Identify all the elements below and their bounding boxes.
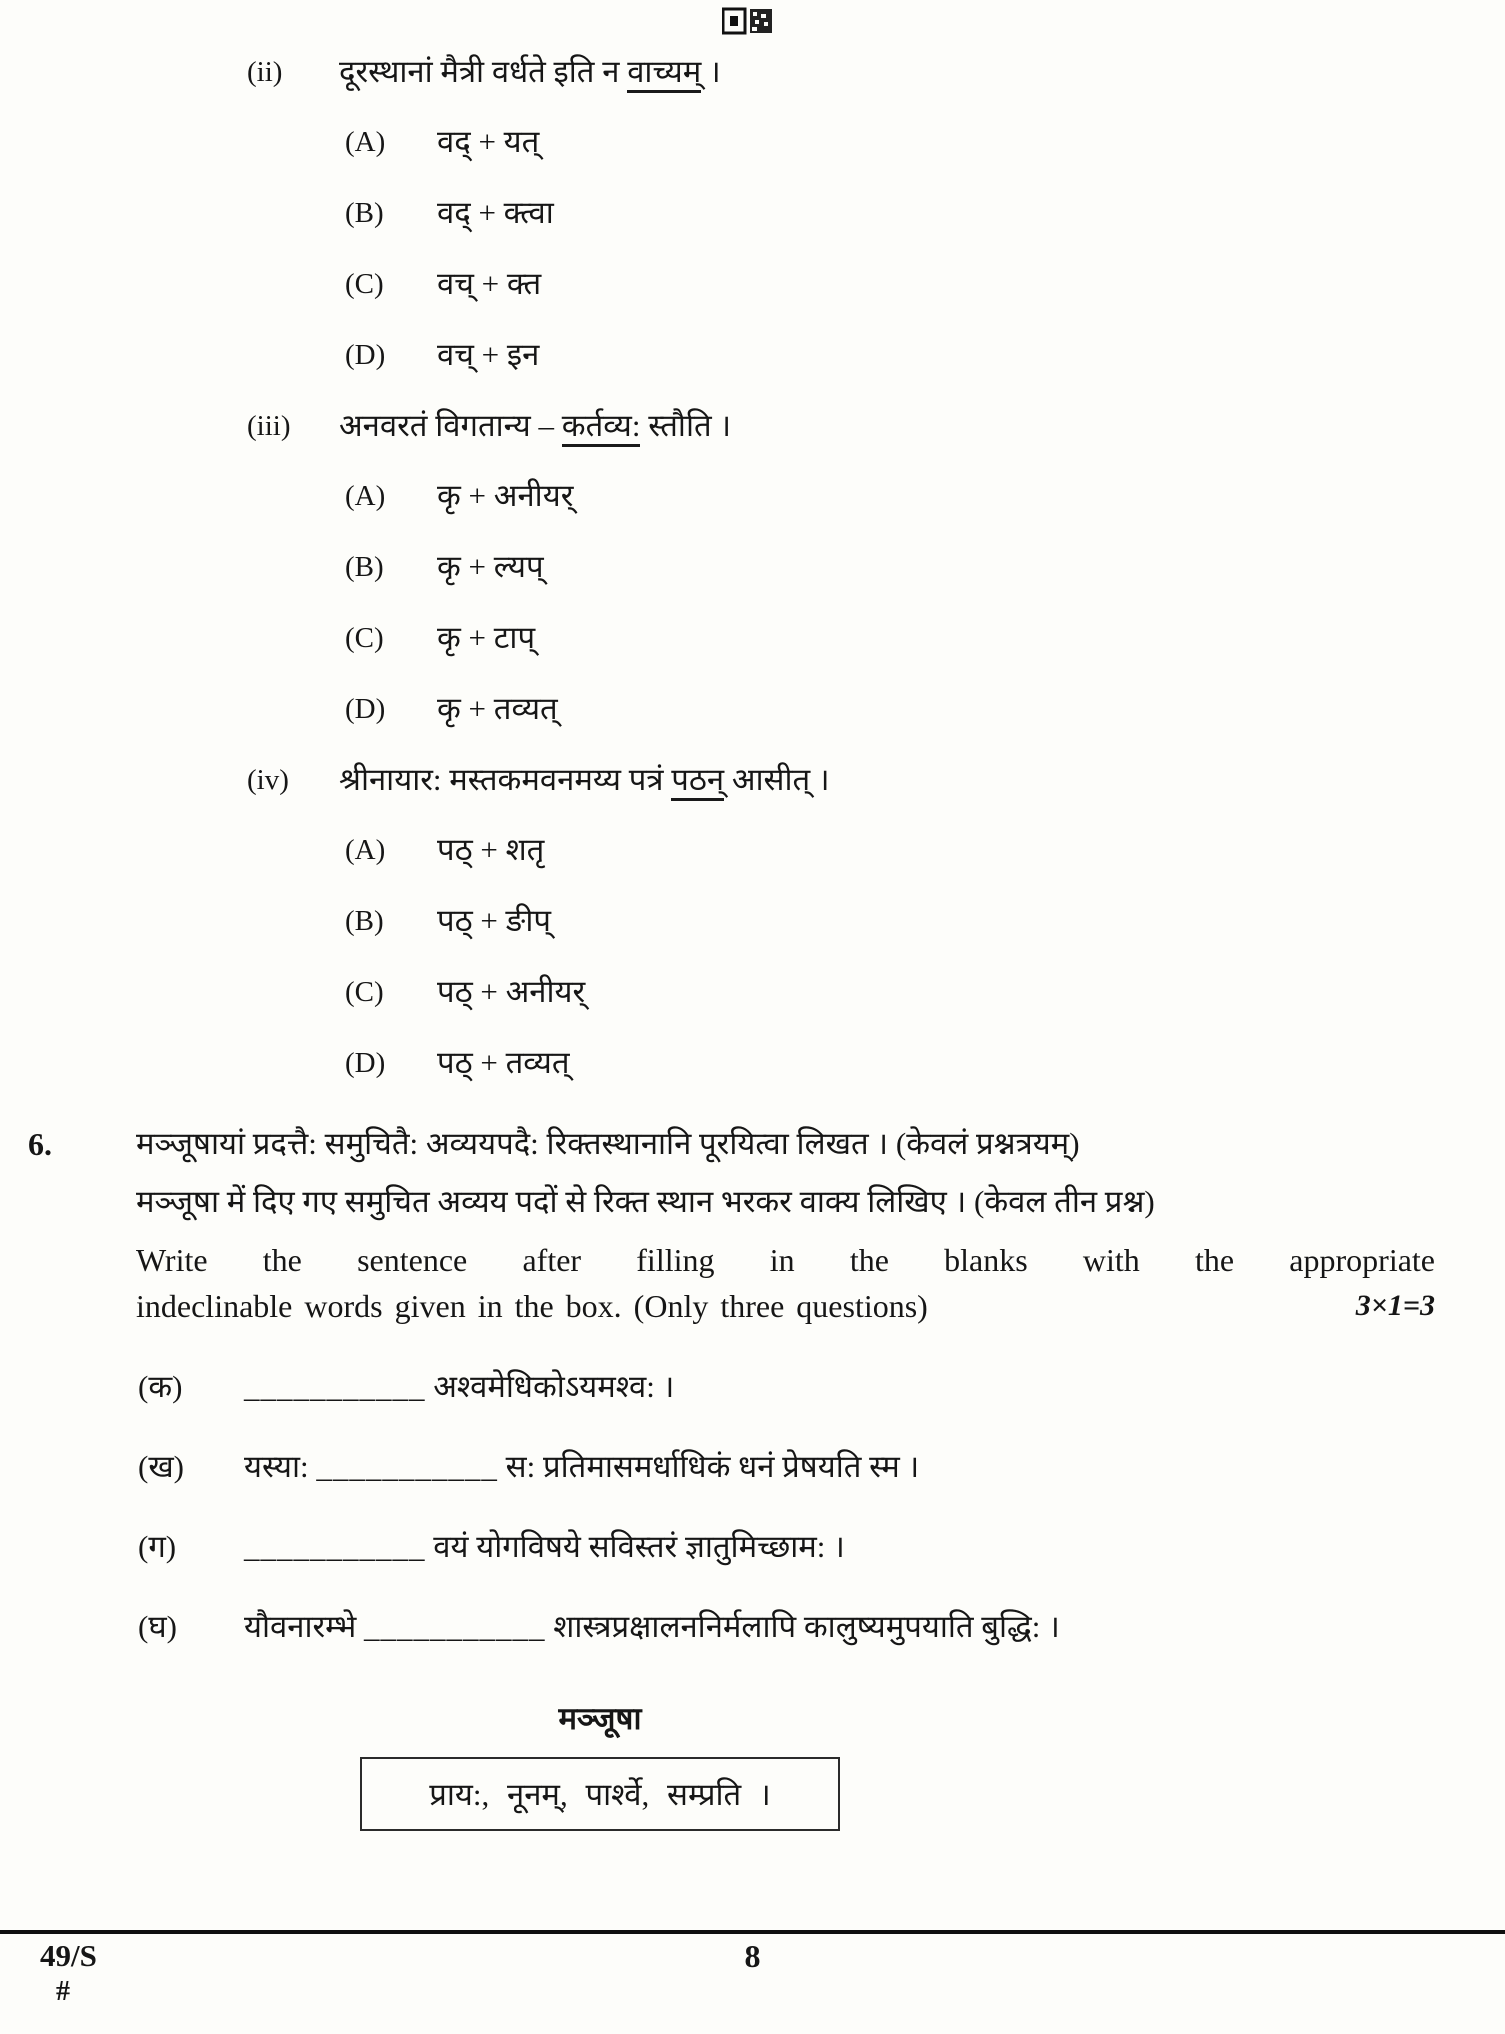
blank-item-label: (ग) [138, 1529, 177, 1564]
question-number: 6. [28, 1126, 52, 1162]
footer-rule [0, 1930, 1505, 1934]
option-text: वद् + यत् [437, 124, 540, 159]
option-text: कृ + तव्यत् [437, 691, 558, 726]
subquestion-number: (iv) [247, 764, 289, 796]
option-text: वद् + क्त्वा [437, 195, 554, 230]
blank-item-label: (ख) [138, 1449, 185, 1484]
option-row [345, 262, 1505, 306]
text-segment: अश्वमेधिकोऽयमश्व: । [425, 1369, 675, 1404]
option-letter: (D) [345, 339, 386, 371]
text-segment: श्रीनायार: मस्तकमवनमय्य पत्रं [339, 762, 672, 797]
blank-item-text [244, 1365, 674, 1409]
question-text-hindi: मञ्जूषा में दिए गए समुचित अव्यय पदों से रिक्त स्थान भरकर वाक्य लिखिए । (केवल तीन प्रश्न) [136, 1184, 1155, 1219]
page-number: 8 [744, 1938, 761, 1974]
blank-item-text [244, 1525, 845, 1569]
option-text: कृ + ल्यप् [437, 549, 544, 584]
option-text: कृ + टाप् [437, 620, 536, 655]
option-text: पठ् + शतृ [437, 832, 545, 867]
blank-item-text [244, 1605, 1060, 1649]
option-row [345, 828, 1505, 872]
option-row [345, 474, 1505, 518]
option-text: वच् + क्त [437, 266, 542, 301]
text-segment: स्तौति । [640, 408, 732, 443]
blank-item-label: (क) [138, 1369, 183, 1404]
subquestion-number: (ii) [247, 56, 283, 88]
word-box: प्राय:, नूनम्, पार्श्वे, सम्प्रति । [360, 1757, 840, 1831]
subquestion-text [339, 758, 830, 802]
blank-item-ga [138, 1525, 1445, 1569]
blank-item-kha [138, 1445, 1445, 1489]
blank-underline: ___________ [244, 1369, 426, 1404]
option-letter: (A) [345, 480, 386, 512]
option-text: वच् + इन [437, 337, 540, 372]
text-segment: यौवनारम्भे [244, 1609, 365, 1644]
option-letter: (C) [345, 268, 384, 300]
question-6 [0, 1121, 1505, 1831]
text-segment: स: प्रतिमासमर्धाधिकं धनं प्रेषयति स्म । [497, 1449, 920, 1484]
option-letter: (D) [345, 693, 386, 725]
marks-label: 3×1=3 [1355, 1289, 1435, 1322]
text-segment: वयं योगविषये सविस्तरं ज्ञातुमिच्छाम: । [425, 1529, 845, 1564]
option-row [345, 1041, 1505, 1085]
option-text: पठ् + अनीयर् [437, 974, 586, 1009]
option-row [345, 191, 1505, 235]
option-letter: (B) [345, 905, 384, 937]
option-letter: (B) [345, 551, 384, 583]
option-row [345, 333, 1505, 377]
manjusha-title: मञ्जूषा [558, 1701, 642, 1736]
option-letter: (D) [345, 1047, 386, 1079]
question-text-english-line1: Write the sentence after filling in the blanks with the appropriate [136, 1242, 1435, 1278]
option-row [345, 545, 1505, 589]
subquestion-ii [247, 50, 1445, 94]
blank-item-label: (घ) [138, 1609, 177, 1644]
text-segment: शास्त्रप्रक्षालननिर्मलापि कालुष्यमुपयाति बुद्धि: । [545, 1609, 1060, 1644]
option-row [345, 970, 1505, 1014]
subquestion-number: (iii) [247, 410, 291, 442]
underlined-word: कर्तव्य: [562, 408, 641, 447]
text-segment: । [701, 54, 721, 89]
question-text-sanskrit: मञ्जूषायां प्रदत्तै: समुचितै: अव्ययपदै: रिक्तस्थानानि पूरयित्वा लिखत । (केवलं प्रश्नत्रयम्) [136, 1126, 1080, 1161]
text-segment: यस्या: [244, 1449, 317, 1484]
option-row [345, 120, 1505, 164]
option-text: कृ + अनीयर् [437, 478, 574, 513]
blank-item-text [244, 1445, 919, 1489]
option-letter: (C) [345, 976, 384, 1008]
blank-underline: ___________ [316, 1449, 498, 1484]
option-text: पठ् + ङीप् [437, 903, 551, 938]
question-6-head [28, 1121, 1505, 1329]
hash-mark: # [56, 1976, 70, 2007]
question-text-block [136, 1121, 1435, 1329]
blank-underline: ___________ [364, 1609, 546, 1644]
option-letter: (B) [345, 197, 384, 229]
english-text: indeclinable words given in the box. (Only three questions) [136, 1288, 928, 1324]
question-text-english-line2 [136, 1283, 1435, 1329]
subquestion-text [339, 404, 731, 448]
subquestion-text [339, 50, 721, 94]
option-row [345, 899, 1505, 943]
option-row [345, 687, 1505, 731]
text-segment: आसीत् । [724, 762, 830, 797]
paper-code: 49/S [40, 1938, 97, 1973]
blank-item-ka [138, 1365, 1445, 1409]
option-letter: (A) [345, 126, 386, 158]
text-segment: दूरस्थानां मैत्री वर्धते इति न [339, 54, 628, 89]
subquestion-iv [247, 758, 1445, 802]
option-row [345, 616, 1505, 660]
subquestion-iii [247, 404, 1445, 448]
blank-item-gha [138, 1605, 1445, 1649]
blank-underline: ___________ [244, 1529, 426, 1564]
option-letter: (C) [345, 622, 384, 654]
option-letter: (A) [345, 834, 386, 866]
qr-stamp-icon [722, 6, 774, 36]
manjusha-section [320, 1697, 880, 1831]
option-text: पठ् + तव्यत् [437, 1045, 570, 1080]
underlined-word: वाच्यम् [627, 54, 701, 93]
underlined-word: पठन् [671, 762, 724, 801]
text-segment: अनवरतं विगतान्य – [339, 408, 562, 443]
